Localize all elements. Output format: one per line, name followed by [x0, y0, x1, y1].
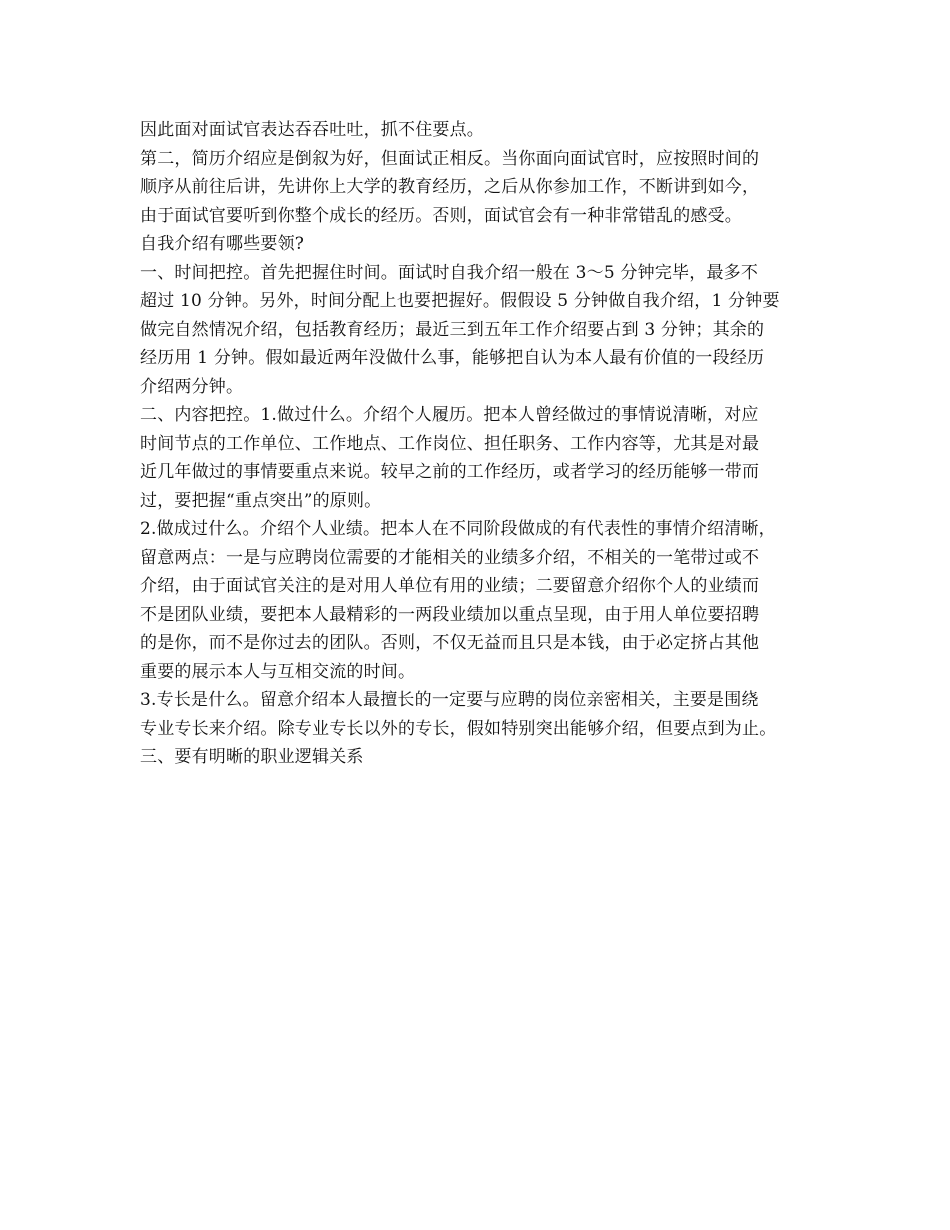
- document-body: [140, 116, 830, 772]
- text-line: 时间节点的工作单位、工作地点、工作岗位、担任职务、工作内容等，尤其是对最: [140, 433, 760, 454]
- text-line: 超过 10 分钟。另外，时间分配上也要把握好。假假设 5 分钟做自我介绍，1 分钟要: [140, 291, 780, 311]
- text-line: 近几年做过的事情要重点来说。较早之前的工作经历，或者学习的经历能够一带而: [140, 462, 760, 482]
- text-line: 的是你，而不是你过去的团队。否则，不仅无益而且只是本钱，由于必定挤占其他: [140, 633, 760, 653]
- text-line: 不是团队业绩，要把本人最精彩的一两段业绩加以重点呈现，由于用人单位要招聘: [140, 604, 760, 625]
- text-line: 第二，简历介绍应是倒叙为好，但面试正相反。当你面向面试官时，应按照时间的: [140, 148, 760, 169]
- text-line: 3.专长是什么。留意介绍本人最擅长的一定要与应聘的岗位亲密相关，主要是围绕: [140, 690, 759, 710]
- section-heading: 自我介绍有哪些要领?: [140, 234, 305, 254]
- text-line: 二、内容把控。1.做过什么。介绍个人履历。把本人曾经做过的事情说清晰，对应: [140, 405, 759, 425]
- text-line: 重要的展示本人与互相交流的时间。: [140, 661, 416, 682]
- text-line: 顺序从前往后讲，先讲你上大学的教育经历，之后从你参加工作，不断讲到如今，: [140, 177, 760, 197]
- text-line: 由于面试官要听到你整个成长的经历。否则，面试官会有一种非常错乱的感受。: [140, 205, 742, 226]
- text-line: 介绍，由于面试官关注的是对用人单位有用的业绩；二要留意介绍你个人的业绩而: [140, 576, 760, 596]
- text-line: 介绍两分钟。: [140, 376, 244, 397]
- text-line: 留意两点：一是与应聘岗位需要的才能相关的业绩多介绍，不相关的一笔带过或不: [140, 547, 760, 568]
- text-line: 一、时间把控。首先把握住时间。面试时自我介绍一般在 3～5 分钟完毕，最多不: [140, 262, 759, 283]
- text-line: 经历用 1 分钟。假如最近两年没做什么事，能够把自认为本人最有价值的一段经历: [140, 348, 765, 368]
- text-line: 过，要把握“重点突出”的原则。: [140, 490, 382, 511]
- section-heading: 三、要有明晰的职业逻辑关系: [140, 747, 364, 767]
- text-line: 专业专长来介绍。除专业专长以外的专长，假如特别突出能够介绍，但要点到为止。: [140, 718, 777, 739]
- text-line: 因此面对面试官表达吞吞吐吐，抓不住要点。: [140, 120, 484, 140]
- text-line: 做完自然情况介绍，包括教育经历；最近三到五年工作介绍要占到 3 分钟；其余的: [140, 319, 765, 340]
- text-line: 2.做成过什么。介绍个人业绩。把本人在不同阶段做成的有代表性的事情介绍清晰，: [140, 519, 776, 539]
